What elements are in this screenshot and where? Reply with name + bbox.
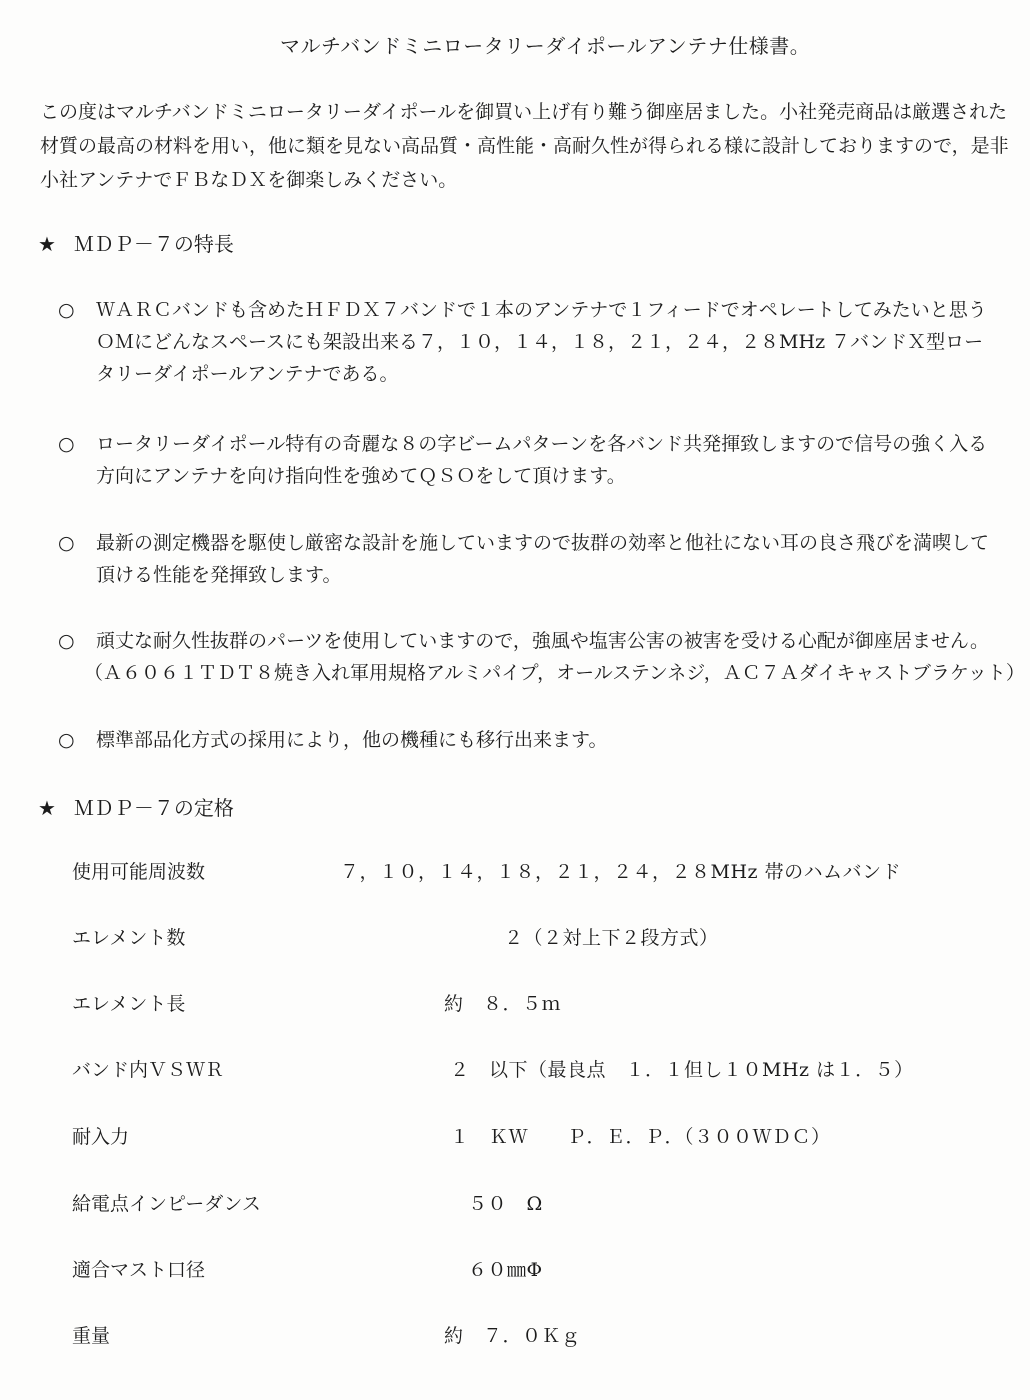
spec-row-frequency xyxy=(72,856,1002,888)
specs-heading-text: ＭＤＰ－７の定格 xyxy=(73,796,234,820)
feature-parts-note: （Ａ６０６１ＴＤＴ８焼き入れ軍用規格アルミパイプ，オールステンネジ，ＡＣ７Ａダイキャストブラケット） xyxy=(84,662,1025,684)
circle-bullet-icon: ○ xyxy=(58,630,75,652)
document-title: マルチバンドミニロータリーダイポールアンテナ仕様書。 xyxy=(280,34,811,58)
feature-line: ロータリーダイポール特有の奇麗な８の字ビームパターンを各バンド共発揮致しますので信号の強く入る xyxy=(96,433,988,455)
spec-label: バンド内ＶＳＷＲ xyxy=(72,1059,225,1081)
spec-row-elements xyxy=(72,922,1002,954)
spec-label: 重量 xyxy=(72,1325,111,1347)
spec-value: １ ＫＷ Ｐ．Ｅ．Ｐ．（３００ＷＤＣ） xyxy=(450,1126,831,1148)
spec-row-vswr xyxy=(72,1054,1002,1086)
spec-value: ２ 以下（最良点 １．１但し１０MHz は１．５） xyxy=(450,1059,914,1081)
circle-bullet-icon: ○ xyxy=(58,299,75,321)
spec-value: ７，１０，１４，１８，２１，２４，２８MHz 帯のハムバンド xyxy=(340,861,902,883)
intro-line: 材質の最高の材料を用い，他に類を見ない高品質・高性能・高耐久性が得られる様に設計しておりますので，是非 xyxy=(40,135,1009,157)
star-icon: ★ xyxy=(38,796,56,820)
circle-bullet-icon: ○ xyxy=(58,532,75,554)
feature-line: タリーダイポールアンテナである。 xyxy=(96,363,399,385)
spec-value: 約 ７．０Ｋｇ xyxy=(444,1325,581,1347)
spec-row-power xyxy=(72,1121,1002,1153)
circle-bullet-icon: ○ xyxy=(58,433,75,455)
specs-heading xyxy=(38,792,234,821)
spec-row-weight xyxy=(72,1320,1002,1352)
spec-label: エレメント長 xyxy=(72,993,186,1015)
intro-paragraph xyxy=(40,95,1009,197)
feature-line: ＷＡＲＣバンドも含めたＨＦＤＸ７バンドで１本のアンテナで１フィードでオペレートしてみたいと思う xyxy=(96,299,987,321)
spec-value: ６０㎜Φ xyxy=(468,1259,543,1281)
spec-value: ２（２対上下２段方式） xyxy=(504,927,719,949)
spec-value: 約 ８．５ｍ xyxy=(444,993,562,1015)
feature-line: ＯＭにどんなスペースにも架設出来る７，１０，１４，１８，２１，２４，２８MHz ７バンドＸ型ロー xyxy=(96,331,984,353)
feature-line: 最新の測定機器を駆使し厳密な設計を施していますので抜群の効率と他社にない耳の良さ飛びを満喫して xyxy=(96,532,990,554)
features-heading xyxy=(38,228,234,257)
intro-line: 小社アンテナでＦＢなＤＸを御楽しみください。 xyxy=(40,169,458,191)
spec-label: 給電点インピーダンス xyxy=(72,1193,261,1215)
spec-label: エレメント数 xyxy=(72,927,186,949)
feature-line: 標準部品化方式の採用により，他の機種にも移行出来ます。 xyxy=(96,729,608,751)
feature-line: 方向にアンテナを向け指向性を強めてＱＳＯをして頂けます。 xyxy=(96,465,626,487)
spec-label: 適合マスト口径 xyxy=(72,1259,206,1281)
spec-label: 耐入力 xyxy=(72,1126,130,1148)
spec-value: ５０ Ω xyxy=(468,1193,543,1215)
feature-line: 頑丈な耐久性抜群のパーツを使用していますので，強風や塩害公害の被害を受ける心配が御座居ません。 xyxy=(96,630,990,652)
circle-bullet-icon: ○ xyxy=(58,729,75,751)
spec-row-mast-diameter xyxy=(72,1254,1002,1286)
feature-line: 頂ける性能を発揮致します。 xyxy=(96,564,342,586)
star-icon: ★ xyxy=(38,232,56,256)
spec-label: 使用可能周波数 xyxy=(72,861,206,883)
features-heading-text: ＭＤＰ－７の特長 xyxy=(73,232,234,256)
spec-row-impedance xyxy=(72,1188,1002,1220)
spec-row-element-length xyxy=(72,988,1002,1020)
intro-line: この度はマルチバンドミニロータリーダイポールを御買い上げ有り難う御座居ました。小社発売商品は厳選された xyxy=(40,101,1008,123)
